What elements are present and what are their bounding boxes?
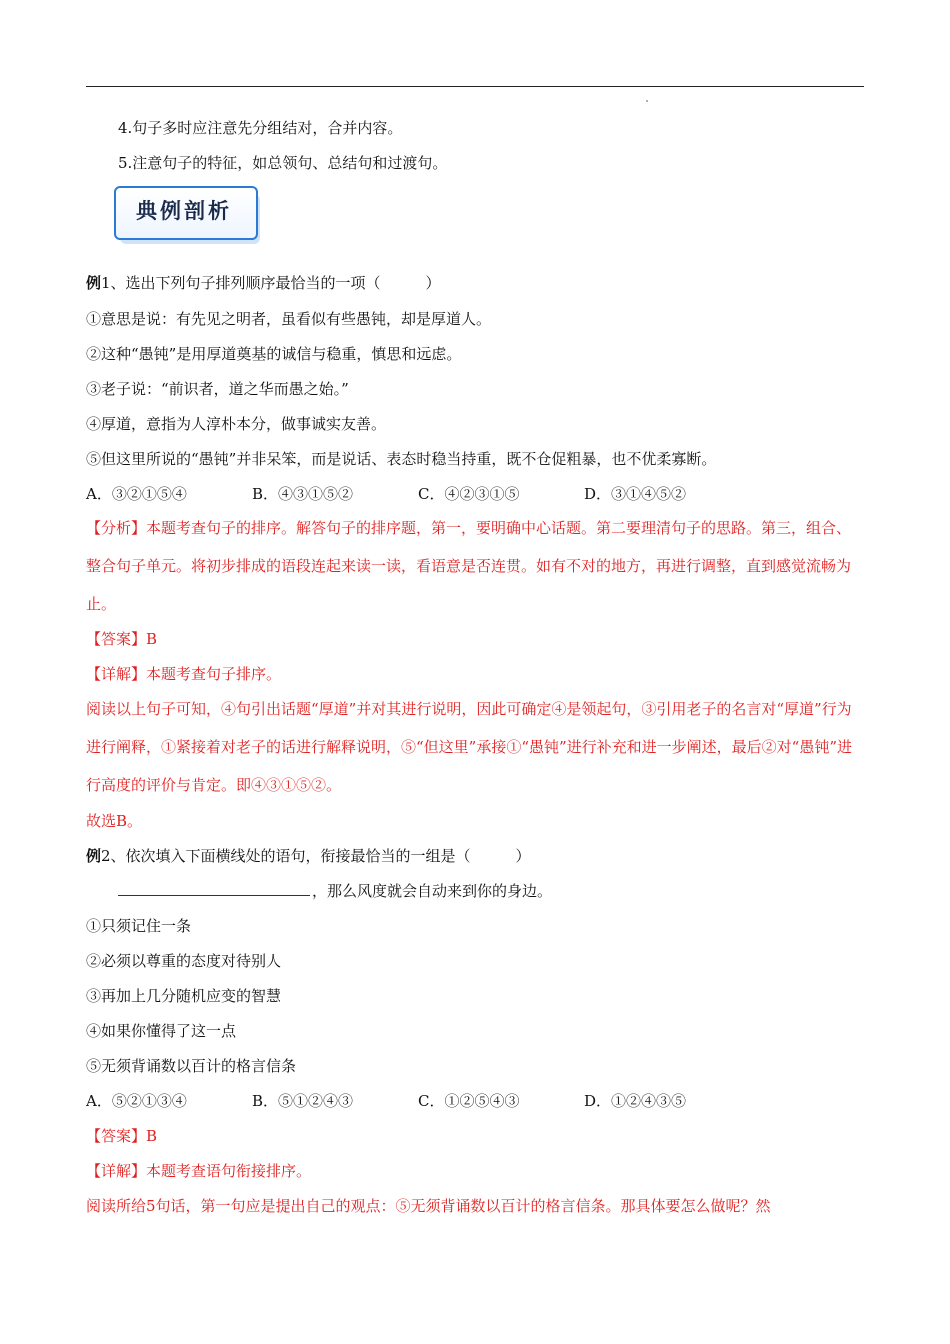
example2-detail-head: 【详解】本题考查语句衔接排序。 — [86, 1162, 312, 1180]
example2-sentence-5: ⑤无须背诵数以百计的格言信条 — [86, 1057, 297, 1075]
example1-label: 例 — [86, 274, 102, 292]
example2-option-d: D．①②④③⑤ — [584, 1092, 687, 1110]
example1-detail-body: 阅读以上句子可知，④句引出话题“厚道”并对其进行说明，因此可确定④是领起句，③引用老子的名言对“厚道”行为进行阐释，①紧接着对老子的话进行解释说明，⑤“但这里”承接①“愚钝”进行补充和进一步阐述，最后②对“愚钝”进行高度的评价与肯定。即④③①⑤②。 — [86, 700, 853, 794]
example1-sentence-3: ③老子说：“前识者，道之华而愚之始。” — [86, 380, 349, 398]
example1-option-c: C．④②③①⑤ — [418, 485, 520, 503]
answer-blank — [118, 881, 310, 896]
example2-sentence-3: ③再加上几分随机应变的智慧 — [86, 987, 282, 1005]
tip-5: 5.注意句子的特征，如总领句、总结句和过渡句。 — [118, 154, 448, 172]
example2-detail-body: 阅读所给5句话，第一句应是提出自己的观点：⑤无须背诵数以百计的格言信条。那具体要怎么做呢？然 — [86, 1197, 771, 1215]
banner-title: 典例剖析 — [136, 199, 232, 223]
example1-option-b: B．④③①⑤② — [252, 485, 354, 503]
example1-sentence-4: ④厚道，意指为人淳朴本分，做事诚实友善。 — [86, 415, 387, 433]
example2-question — [86, 846, 531, 866]
example1-sentence-2: ②这种“愚钝”是用厚道奠基的诚信与稳重，慎思和远虑。 — [86, 345, 462, 363]
example2-sentence-4: ④如果你懂得了这一点 — [86, 1022, 237, 1040]
example1-answer: 【答案】B — [86, 630, 158, 648]
example1-conclusion: 故选B。 — [86, 812, 143, 830]
example2-label: 例 — [86, 847, 102, 865]
example2-option-b: B．⑤①②④③ — [252, 1092, 354, 1110]
example1-option-a: A．③②①⑤④ — [86, 485, 187, 503]
example2-options — [86, 1091, 686, 1111]
example1-option-d: D．③①④⑤② — [584, 485, 687, 503]
example1-question-text: 1、选出下列句子排列顺序最恰当的一项（ ） — [101, 274, 441, 292]
example2-blank-tail: ，那么风度就会自动来到你的身边。 — [312, 882, 553, 900]
header-rule — [86, 86, 864, 87]
example1-sentence-1: ①意思是说：有先见之明者，虽看似有些愚钝，却是厚道人。 — [86, 310, 492, 328]
example1-question — [86, 273, 441, 293]
example2-answer: 【答案】B — [86, 1127, 158, 1145]
example2-option-c: C．①②⑤④③ — [418, 1092, 520, 1110]
example2-option-a: A．⑤②①③④ — [86, 1092, 187, 1110]
example2-question-text: 2、依次填入下面横线处的语句，衔接最恰当的一组是（ ） — [101, 847, 531, 865]
example1-detail-head: 【详解】本题考查句子排序。 — [86, 665, 282, 683]
tip-4: 4.句子多时应注意先分组结对，合并内容。 — [118, 119, 403, 137]
example1-options — [86, 484, 686, 504]
example2-sentence-1: ①只须记住一条 — [86, 917, 192, 935]
section-banner — [114, 186, 260, 248]
example2-blank-line — [118, 881, 552, 901]
example1-sentence-5: ⑤但这里所说的“愚钝”并非呆笨，而是说话、表态时稳当持重，既不仓促粗暴，也不优柔寡断。 — [86, 450, 717, 468]
page-dot — [646, 100, 648, 102]
example2-sentence-2: ②必须以尊重的态度对待别人 — [86, 952, 282, 970]
example1-analysis: 【分析】本题考查句子的排序。解答句子的排序题，第一，要明确中心话题。第二要理清句子的思路。第三，组合、整合句子单元。将初步排成的语段连起来读一读，看语意是否连贯。如有不对的地方，再进行调整，直到感觉流畅为止。 — [86, 519, 852, 613]
